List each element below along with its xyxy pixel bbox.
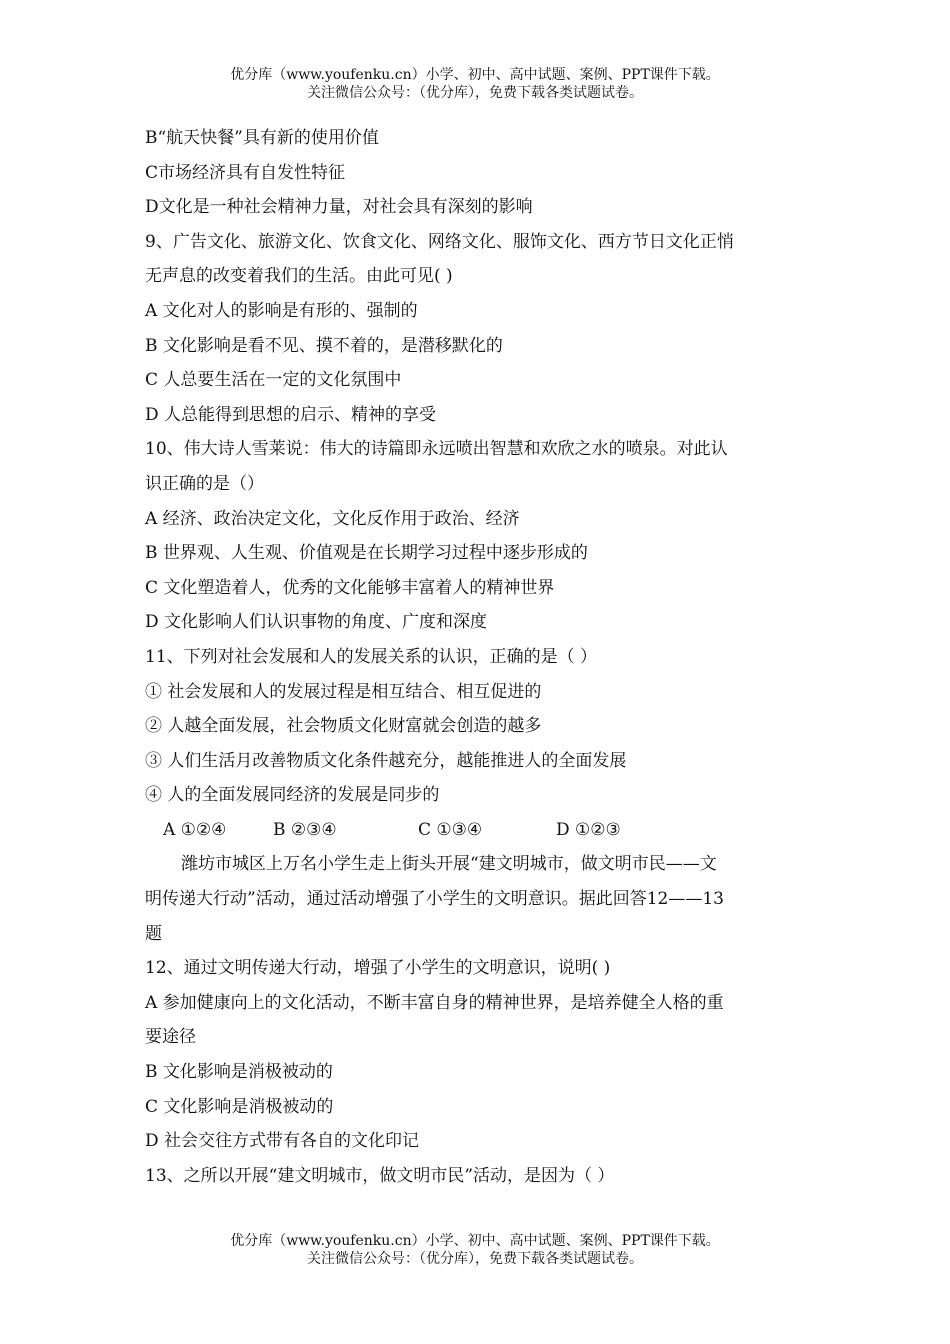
option-c-q9: C 人总要生活在一定的文化氛围中 (145, 370, 402, 391)
option-a-q11: A ①②④ (163, 819, 227, 840)
header-line-1: 优分库（www.youfenku.cn）小学、初中、高中试题、案例、PPT课件下载。 (230, 67, 720, 83)
question-12: 12、通过文明传递大行动，增强了小学生的文明意识，说明( ) (145, 958, 611, 979)
question-10-line-2: 识正确的是（） (145, 473, 264, 494)
question-11: 11、下列对社会发展和人的发展关系的认识，正确的是（ ） (145, 646, 598, 667)
document-body (145, 121, 815, 1193)
option-a-q12-line-1: A 参加健康向上的文化活动，不断丰富自身的精神世界，是培养健全人格的重 (145, 992, 724, 1013)
passage-line-1: 潍坊市城区上万名小学生走上街头开展“建文明城市，做文明市民——文 (181, 854, 717, 875)
option-c-q11: C ①③④ (418, 819, 483, 840)
statement-2-q11: ② 人越全面发展，社会物质文化财富就会创造的越多 (145, 716, 542, 737)
question-13: 13、之所以开展“建文明城市，做文明市民”活动，是因为（ ） (145, 1165, 615, 1186)
option-c-q8: C市场经济具有自发性特征 (145, 162, 346, 183)
option-c-q10: C 文化塑造着人，优秀的文化能够丰富着人的精神世界 (145, 577, 555, 598)
question-10-line-1: 10、伟大诗人雪莱说：伟大的诗篇即永远喷出智慧和欢欣之水的喷泉。对此认 (145, 439, 728, 460)
passage-line-3: 题 (145, 923, 162, 944)
option-b-q11: B ②③④ (273, 819, 337, 840)
statement-4-q11: ④ 人的全面发展同经济的发展是同步的 (145, 785, 440, 806)
options-q11 (145, 813, 815, 848)
option-a-q9: A 文化对人的影响是有形的、强制的 (145, 300, 418, 321)
option-a-q10: A 经济、政治决定文化，文化反作用于政治、经济 (145, 508, 520, 529)
option-d-q9: D 人总能得到思想的启示、精神的享受 (145, 404, 437, 425)
footer-line-2: 关注微信公众号：（优分库），免费下载各类试题试卷。 (307, 1251, 643, 1267)
question-9-line-1: 9、广告文化、旅游文化、饮食文化、网络文化、服饰文化、西方节日文化正悄 (145, 231, 734, 252)
option-b-q8: B“航天快餐”具有新的使用价值 (145, 128, 379, 148)
option-b-q12: B 文化影响是消极被动的 (145, 1062, 333, 1083)
option-b-q10: B 世界观、人生观、价值观是在长期学习过程中逐步形成的 (145, 543, 588, 564)
statement-1-q11: ① 社会发展和人的发展过程是相互结合、相互促进的 (145, 681, 542, 702)
option-d-q12: D 社会交往方式带有各自的文化印记 (145, 1131, 420, 1152)
header-line-2: 关注微信公众号：（优分库），免费下载各类试题试卷。 (307, 85, 643, 101)
option-c-q12: C 文化影响是消极被动的 (145, 1096, 334, 1117)
option-d-q11: D ①②③ (556, 819, 621, 840)
option-d-q8: D文化是一种社会精神力量，对社会具有深刻的影响 (145, 197, 533, 218)
option-d-q10: D 文化影响人们认识事物的角度、广度和深度 (145, 612, 488, 633)
footer-line-1: 优分库（www.youfenku.cn）小学、初中、高中试题、案例、PPT课件下载。 (230, 1233, 720, 1249)
question-9-line-2: 无声息的改变着我们的生活。由此可见( ) (145, 266, 453, 287)
passage-line-2: 明传递大行动”活动，通过活动增强了小学生的文明意识。据此回答12——13 (145, 889, 724, 910)
page-header (0, 66, 950, 102)
option-b-q9: B 文化影响是看不见、摸不着的，是潜移默化的 (145, 335, 503, 356)
option-a-q12-line-2: 要途径 (145, 1027, 196, 1048)
statement-3-q11: ③ 人们生活月改善物质文化条件越充分，越能推进人的全面发展 (145, 750, 627, 771)
page-footer (0, 1232, 950, 1268)
